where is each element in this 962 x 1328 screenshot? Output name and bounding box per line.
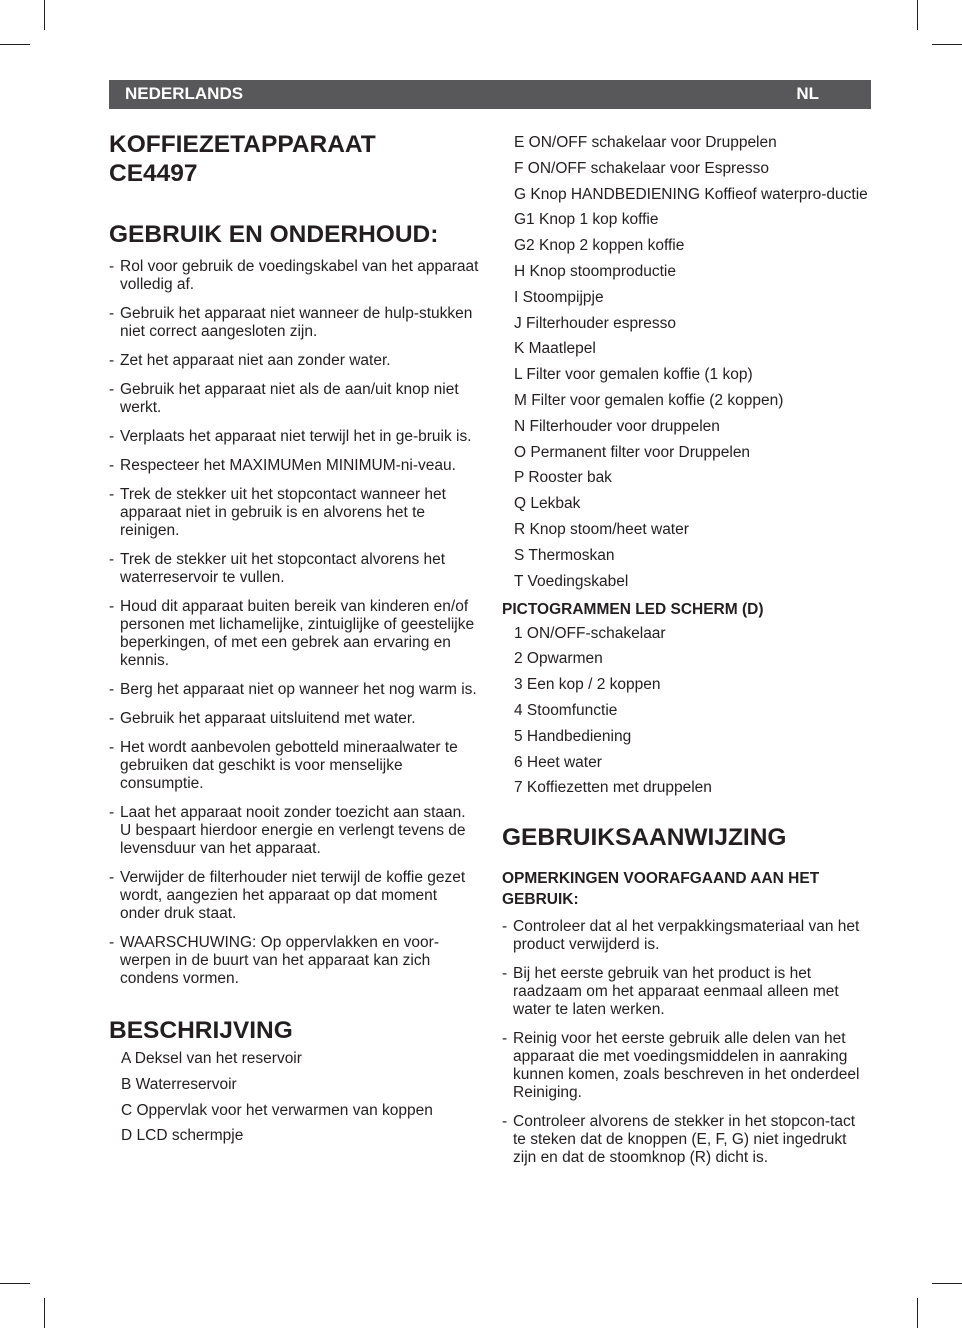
- list-item: - Het wordt aanbevolen gebotteld mineraalwater te gebruiken dat geschikt is voor menselijke consumptie.: [109, 739, 479, 793]
- list-item: - Gebruik het apparaat uitsluitend met water.: [109, 710, 479, 728]
- list-item: - Reinig voor het eerste gebruik alle delen van het apparaat die met voedingsmiddelen in aanraking kunnen komen, zoals beschreven in het onderdeel Reiniging.: [502, 1030, 872, 1102]
- list-item: C Oppervlak voor het verwarmen van koppen: [121, 1101, 433, 1119]
- list-item: B Waterreservoir: [121, 1075, 237, 1093]
- list-item: 2 Opwarmen: [514, 650, 603, 668]
- right-column: [502, 130, 872, 1178]
- list-item: - Trek de stekker uit het stopcontact wanneer het apparaat niet in gebruik is en alvorens het te reinigen.: [109, 486, 479, 540]
- list-item: 4 Stoomfunctie: [514, 701, 618, 719]
- list-item: D LCD schermpje: [121, 1127, 244, 1145]
- list-item: N Filterhouder voor druppelen: [514, 417, 720, 435]
- list-item: F ON/OFF schakelaar voor Espresso: [514, 159, 769, 177]
- title-line-1: KOFFIEZETAPPARAAT: [109, 131, 376, 158]
- list-item: - Gebruik het apparaat niet als de aan/uit knop niet werkt.: [109, 381, 479, 417]
- list-item: Q Lekbak: [514, 495, 581, 513]
- list-item: - WAARSCHUWING: Op oppervlakken en voor-werpen in de buurt van het apparaat kan zich condens vormen.: [109, 934, 479, 988]
- list-item: - Houd dit apparaat buiten bereik van kinderen en/of personen met lichamelijke, zintuiglijke of geestelijke beperkingen, of met een gebrek aan ervaring en kennis.: [109, 598, 479, 670]
- list-item: - Gebruik het apparaat niet wanneer de hulp-stukken niet correct aangesloten zijn.: [109, 305, 479, 341]
- list-item: H Knop stoomproductie: [514, 262, 676, 280]
- list-item: - Trek de stekker uit het stopcontact alvorens het waterreservoir te vullen.: [109, 551, 479, 587]
- crop-mark: [932, 1283, 962, 1284]
- list-item: I Stoompijpje: [514, 288, 604, 306]
- list-item: E ON/OFF schakelaar voor Druppelen: [514, 134, 777, 151]
- pictograms-list: [502, 625, 872, 798]
- title-line-2: CE4497: [109, 160, 198, 187]
- list-item: 5 Handbediening: [514, 727, 632, 745]
- usage-list: [109, 258, 479, 988]
- instructions-subheading: OPMERKINGEN VOORAFGAAND AAN HET GEBRUIK:: [502, 870, 820, 909]
- list-item: - Laat het apparaat nooit zonder toezicht aan staan. U bespaart hierdoor energie en verlengt tevens de levensduur van het apparaat.: [109, 804, 479, 858]
- list-item: - Controleer dat al het verpakkingsmateriaal van het product verwijderd is.: [502, 918, 872, 954]
- list-item: G1 Knop 1 kop koffie: [514, 211, 659, 229]
- list-item: M Filter voor gemalen koffie (2 koppen): [514, 391, 784, 409]
- crop-mark: [932, 44, 962, 45]
- list-item: 7 Koffiezetten met druppelen: [514, 779, 712, 797]
- list-item: 3 Een kop / 2 koppen: [514, 676, 661, 694]
- list-item: G2 Knop 2 koppen koffie: [514, 237, 685, 255]
- crop-mark: [0, 1283, 30, 1284]
- list-item: 6 Heet water: [514, 753, 602, 771]
- list-item: O Permanent filter voor Druppelen: [514, 443, 751, 461]
- document-title: [109, 130, 479, 188]
- language-code: NL: [796, 84, 819, 103]
- list-item: - Controleer alvorens de stekker in het stopcon-tact te steken dat de knoppen (E, F, G) niet ingedrukt zijn en dat de stoomknop (R) dicht is.: [502, 1113, 872, 1167]
- list-item: R Knop stoom/heet water: [514, 520, 689, 538]
- instructions-heading: GEBRUIKSAANWIJZING: [502, 824, 787, 852]
- crop-mark: [0, 44, 30, 45]
- language-label: NEDERLANDS: [125, 84, 244, 103]
- list-item: - Bij het eerste gebruik van het product is het raadzaam om het apparaat eenmaal alleen met water te laten werken.: [502, 965, 872, 1019]
- list-item: K Maatlepel: [514, 340, 596, 358]
- crop-mark: [917, 0, 918, 30]
- left-column: [109, 130, 479, 1153]
- description-heading: BESCHRIJVING: [109, 1017, 293, 1044]
- list-item: - Verwijder de filterhouder niet terwijl de koffie gezet wordt, aangezien het apparaat op dat moment onder druk staat.: [109, 869, 479, 923]
- crop-mark: [44, 0, 45, 30]
- list-item: - Rol voor gebruik de voedingskabel van het apparaat volledig af.: [109, 258, 479, 294]
- crop-mark: [917, 1298, 918, 1328]
- list-item: - Verplaats het apparaat niet terwijl het in ge-bruik is.: [109, 428, 479, 446]
- parts-list-left: [109, 1050, 479, 1145]
- list-item: P Rooster bak: [514, 469, 612, 487]
- instructions-list: [502, 918, 872, 1167]
- list-item: - Berg het apparaat niet op wanneer het nog warm is.: [109, 681, 479, 699]
- list-item: L Filter voor gemalen koffie (1 kop): [514, 366, 753, 384]
- list-item: J Filterhouder espresso: [514, 314, 676, 332]
- list-item: G Knop HANDBEDIENING Koffieof waterpro-ductie: [514, 185, 868, 203]
- list-item: S Thermoskan: [514, 546, 615, 564]
- list-item: 1 ON/OFF-schakelaar: [514, 624, 666, 642]
- usage-heading: GEBRUIK EN ONDERHOUD:: [109, 221, 439, 248]
- list-item: A Deksel van het reservoir: [121, 1050, 302, 1067]
- list-item: T Voedingskabel: [514, 572, 629, 590]
- parts-list-right: [502, 134, 872, 591]
- crop-mark: [44, 1298, 45, 1328]
- pictograms-heading: PICTOGRAMMEN LED SCHERM (D): [502, 600, 764, 618]
- language-header-bar: [109, 80, 871, 109]
- list-item: - Respecteer het MAXIMUMen MINIMUM-ni-veau.: [109, 457, 479, 475]
- list-item: - Zet het apparaat niet aan zonder water.: [109, 352, 479, 370]
